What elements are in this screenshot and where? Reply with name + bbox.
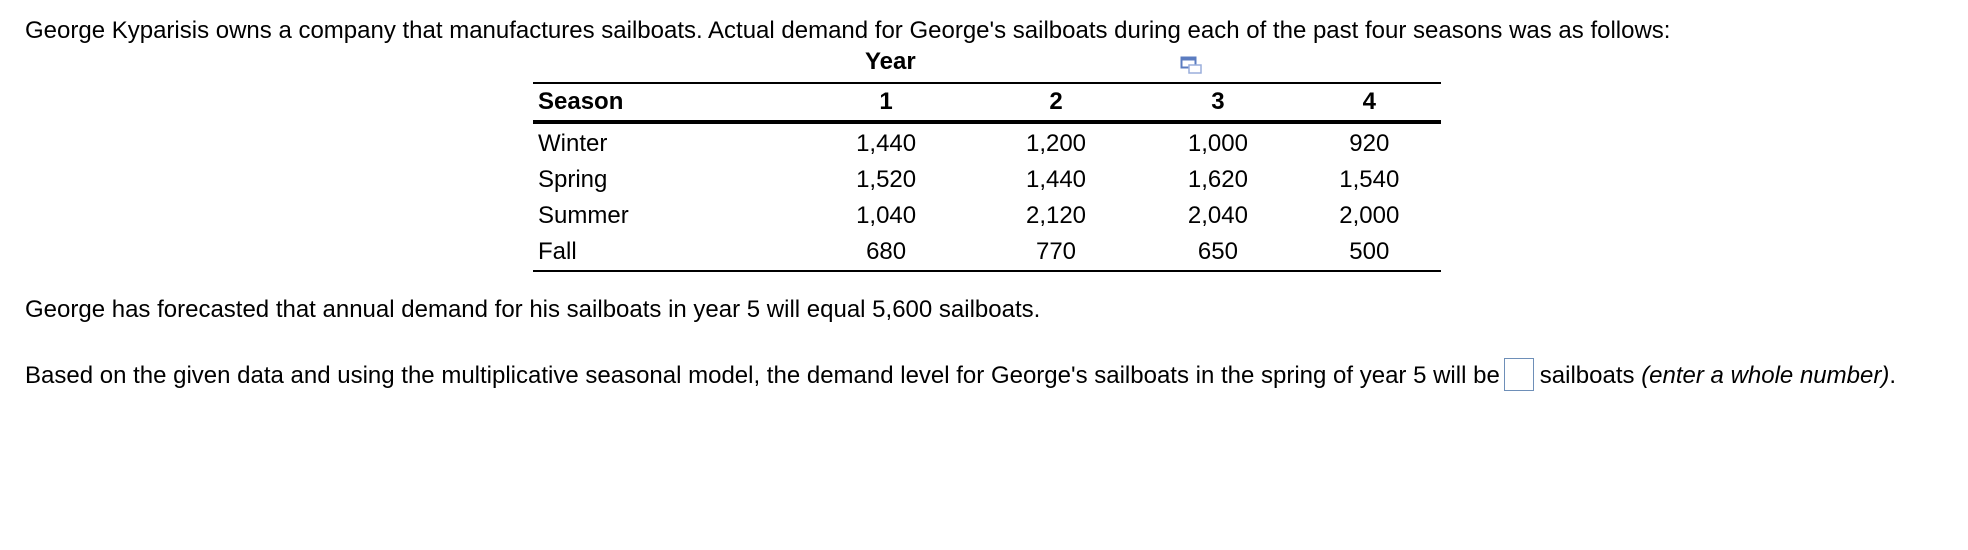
year-column-header: 4 <box>1362 88 1376 115</box>
year-header: Year <box>865 48 916 75</box>
season-cell: Winter <box>538 130 608 157</box>
demand-cell: 1,520 <box>856 166 917 193</box>
intro-text: George Kyparisis owns a company that manufactures sailboats. Actual demand for George's sailboats during each of the past four seasons was as follows: <box>25 17 1671 44</box>
season-column-header: Season <box>538 88 624 115</box>
demand-cell: 650 <box>1197 238 1238 265</box>
demand-cell: 1,000 <box>1187 130 1248 157</box>
demand-cell: 1,040 <box>856 202 917 229</box>
demand-cell: 500 <box>1349 238 1390 265</box>
table-row <box>533 122 1441 162</box>
demand-cell: 2,040 <box>1187 202 1248 229</box>
table-row <box>533 162 1441 198</box>
season-cell: Summer <box>538 202 629 229</box>
demand-cell: 770 <box>1035 238 1077 265</box>
table-row <box>533 198 1441 234</box>
copy-table-icon[interactable] <box>1180 56 1204 76</box>
demand-cell: 680 <box>866 238 907 265</box>
year-column-header: 2 <box>1049 88 1063 115</box>
demand-cell: 1,620 <box>1187 166 1248 193</box>
season-cell: Fall <box>538 238 577 265</box>
demand-table <box>533 82 1441 272</box>
demand-cell: 1,200 <box>1025 130 1087 157</box>
table-header-row <box>533 83 1441 122</box>
table-row <box>533 234 1441 271</box>
question-text <box>25 357 1955 395</box>
question-end: . <box>1889 362 1896 389</box>
demand-cell: 1,440 <box>856 130 917 157</box>
question-instruction: (enter a whole number) <box>1641 362 1890 389</box>
demand-cell: 920 <box>1349 130 1390 157</box>
question-unit: sailboats <box>1539 362 1642 389</box>
year-column-header: 1 <box>879 88 893 115</box>
answer-input[interactable] <box>1504 358 1534 391</box>
question-prefix: Based on the given data and using the multiplicative seasonal model, the demand level for George's sailboats in the spring of year 5 will be <box>25 362 1500 389</box>
year-column-header: 3 <box>1211 88 1225 115</box>
demand-cell: 2,000 <box>1339 202 1400 229</box>
demand-cell: 1,440 <box>1025 166 1087 193</box>
season-cell: Spring <box>538 166 608 193</box>
forecast-text: George has forecasted that annual demand for his sailboats in year 5 will equal 5,600 sailboats. <box>25 296 1041 323</box>
demand-cell: 1,540 <box>1339 166 1400 193</box>
demand-cell: 2,120 <box>1025 202 1087 229</box>
